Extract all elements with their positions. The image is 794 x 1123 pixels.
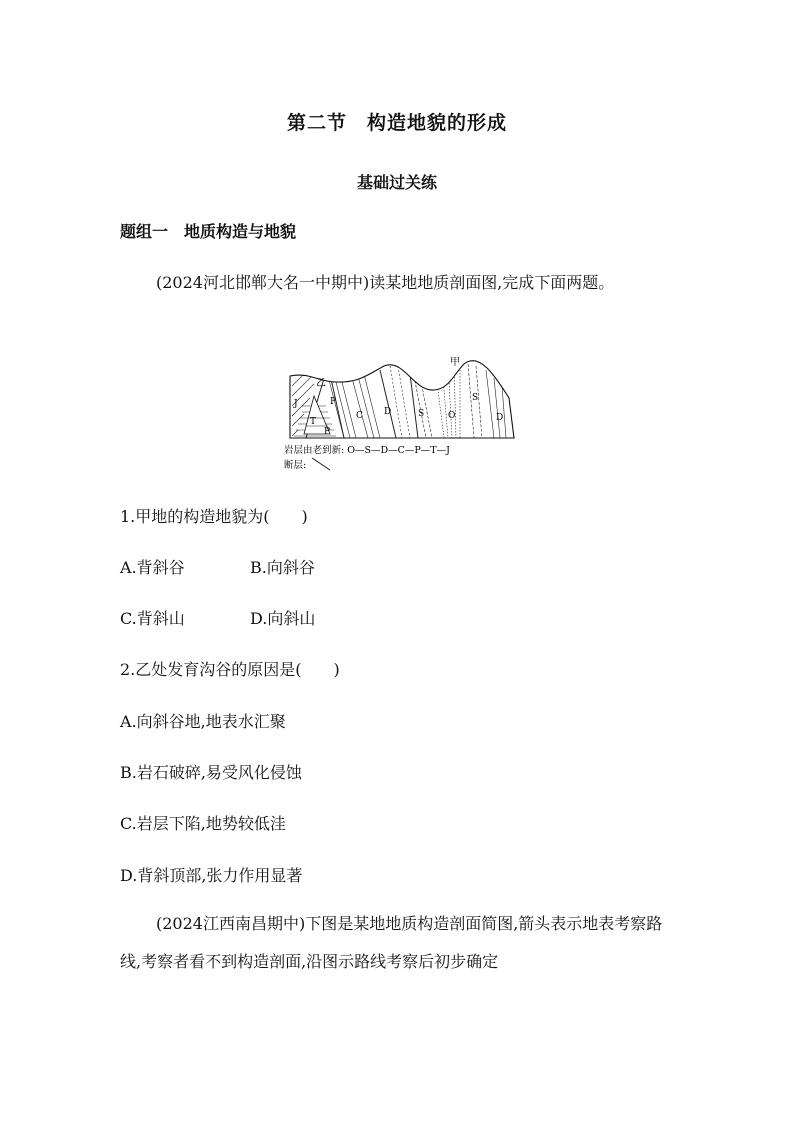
label-P1: P [330, 397, 337, 407]
question-group-title: 题组一 地质构造与地貌 [120, 222, 297, 241]
intro-text-2: (2024江西南昌期中)下图是某地地质构造剖面简图,箭头表示地表考察路线,考察者看不到构造剖面,沿图示路线考察后初步确定 [120, 914, 663, 971]
q2-option-c[interactable]: C.岩层下陷,地势较低洼 [120, 814, 286, 833]
q1-option-b[interactable]: B.向斜谷 [250, 558, 315, 577]
label-J: J [294, 399, 298, 409]
section-subtitle: 基础过关练 [356, 173, 437, 192]
question-2-stem: 2.乙处发育沟谷的原因是( ) [120, 660, 340, 679]
q1-option-d[interactable]: D.向斜山 [250, 609, 316, 628]
q1-option-c[interactable]: C.背斜山 [120, 609, 185, 628]
label-yi: 乙 [316, 378, 326, 389]
fault-symbol [312, 458, 330, 470]
question-1-stem: 1.甲地的构造地貌为( ) [120, 507, 308, 526]
label-O: O [448, 411, 456, 421]
label-D1: D [384, 407, 392, 417]
intro-paragraph-2 [120, 905, 668, 981]
legend-fault: 断层: [284, 460, 307, 471]
label-S2: S [472, 393, 479, 403]
label-D2: D [496, 413, 504, 423]
label-P2: P [324, 427, 331, 437]
page-title: 第二节 构造地貌的形成 [286, 112, 507, 134]
q1-option-a[interactable]: A.背斜谷 [120, 558, 185, 577]
q2-option-a[interactable]: A.向斜谷地,地表水汇聚 [120, 712, 286, 731]
geologic-section-figure [284, 356, 524, 474]
label-jia: 甲 [450, 357, 460, 368]
q2-option-d[interactable]: D.背斜顶部,张力作用显著 [120, 866, 303, 885]
q2-option-b[interactable]: B.岩石破碎,易受风化侵蚀 [120, 763, 302, 782]
legend-strata: 岩层由老到新: O—S—D—C—P—T—J [284, 445, 450, 456]
label-T: T [310, 417, 317, 427]
label-C: C [356, 411, 363, 421]
intro-text-1: (2024河北邯郸大名一中期中)读某地地质剖面图,完成下面两题。 [156, 273, 615, 292]
label-S1: S [418, 409, 425, 419]
intro-paragraph-1 [120, 264, 668, 302]
